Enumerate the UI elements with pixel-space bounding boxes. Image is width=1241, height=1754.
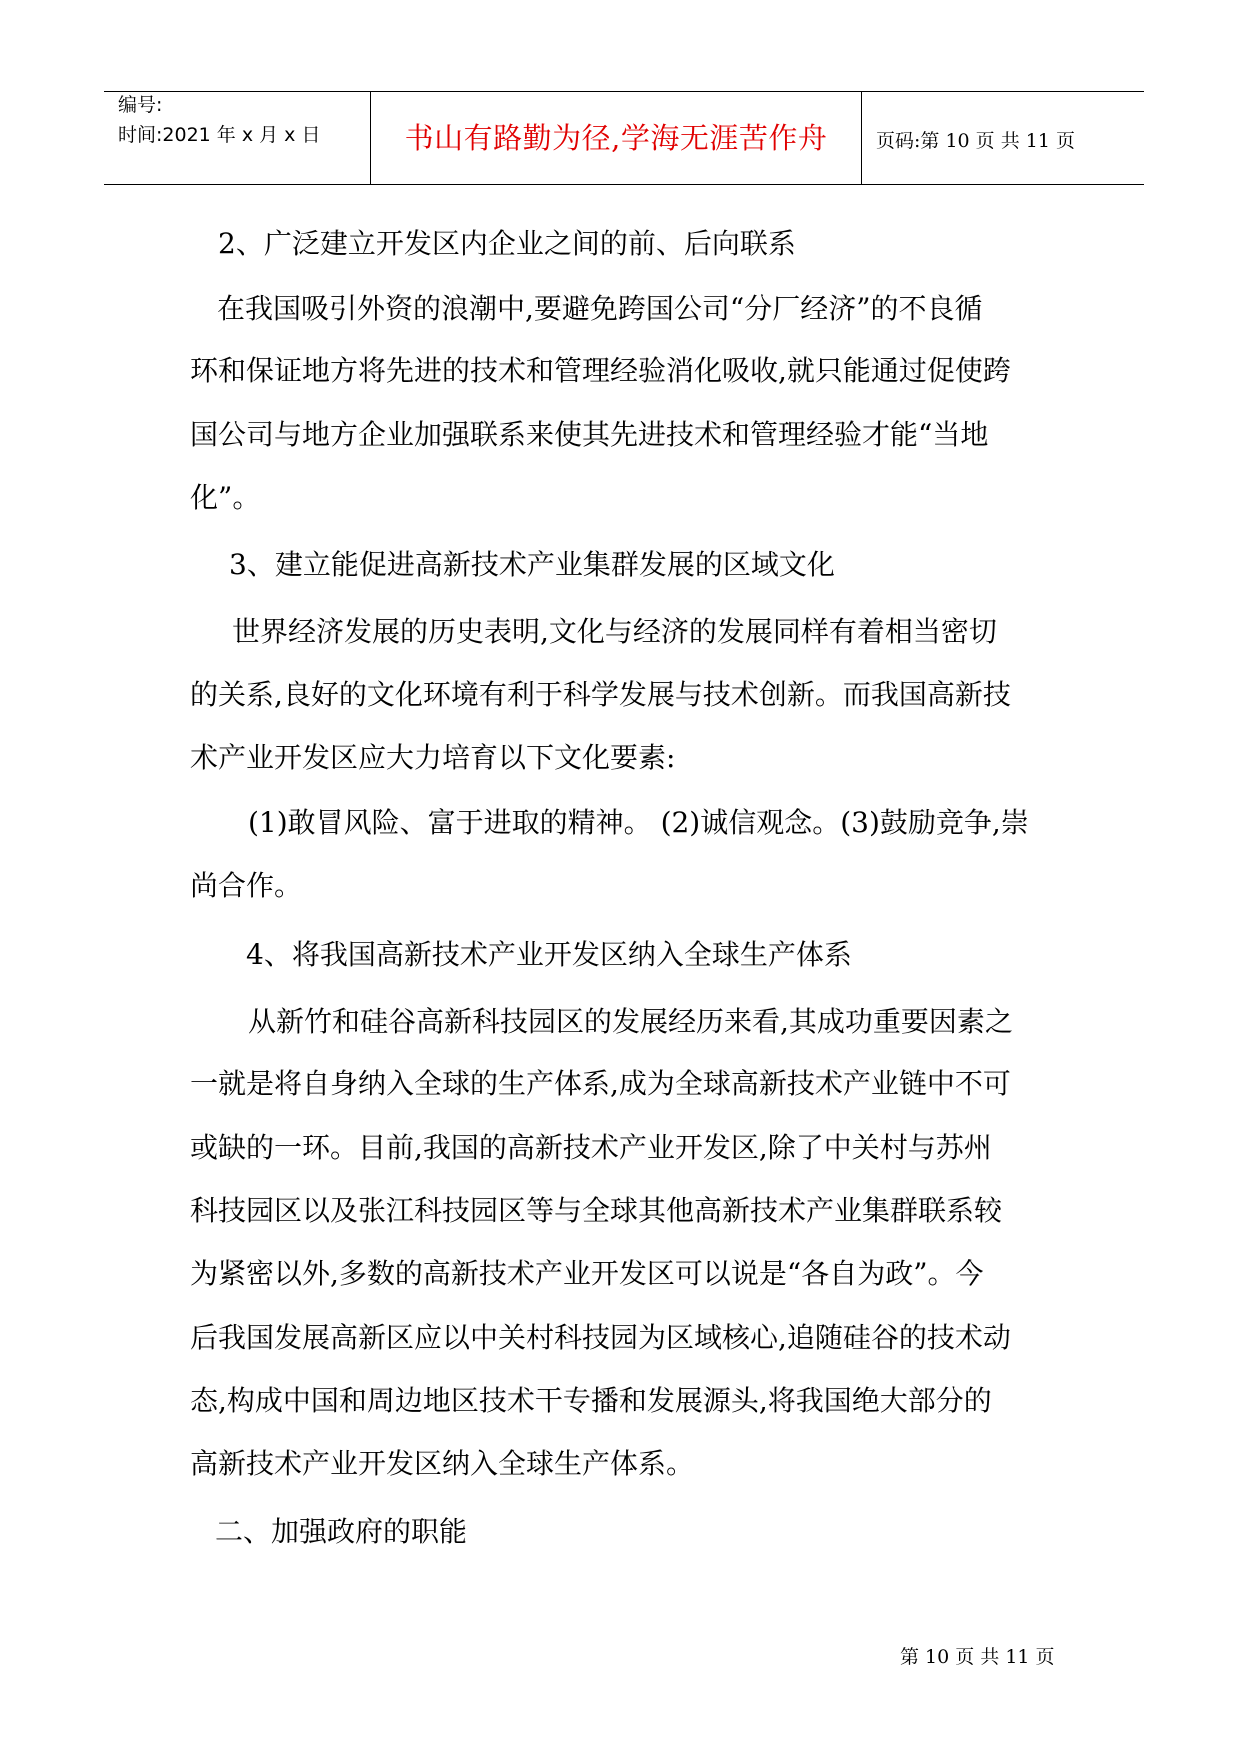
paragraph-line: 术产业开发区应大力培育以下文化要素: [190,741,676,774]
paragraph-line: 国公司与地方企业加强联系来使其先进技术和管理经验才能“当地 [190,418,989,451]
paragraph-line: 高新技术产业开发区纳入全球生产体系。 [190,1447,695,1480]
section-heading-2: 2、广泛建立开发区内企业之间的前、后向联系 [218,227,796,260]
page-footer: 第 10 页 共 11 页 [900,1646,1055,1668]
paragraph-line: 或缺的一环。目前,我国的高新技术产业开发区,除了中关村与苏州 [190,1131,992,1164]
paragraph-line: 科技园区以及张江科技园区等与全球其他高新技术产业集群联系较 [190,1194,1003,1227]
section-heading-ii: 二、加强政府的职能 [215,1515,468,1548]
paragraph-line: 在我国吸引外资的浪潮中,要避免跨国公司“分厂经济”的不良循 [217,292,983,325]
header-divider-right [861,91,862,184]
paragraph-line: 一就是将自身纳入全球的生产体系,成为全球高新技术产业链中不可 [190,1067,1011,1100]
time-label: 时间:2021 年 x 月 x 日 [118,124,321,146]
header-divider-left [370,91,371,184]
paragraph-line: (1)敢冒风险、富于进取的精神。 (2)诚信观念。(3)鼓励竞争,崇 [248,806,1029,839]
section-heading-4: 4、将我国高新技术产业开发区纳入全球生产体系 [246,938,852,971]
header-meta [118,90,320,150]
paragraph-line: 态,构成中国和周边地区技术干专播和发展源头,将我国绝大部分的 [190,1384,992,1417]
paragraph-line: 从新竹和硅谷高新科技园区的发展经历来看,其成功重要因素之 [248,1005,1013,1038]
header-motto: 书山有路勤为径,学海无涯苦作舟 [404,121,828,155]
paragraph-line: 尚合作。 [190,869,303,902]
header-bottom-rule [104,184,1144,185]
header-page-info: 页码:第 10 页 共 11 页 [876,130,1075,152]
paragraph-line: 后我国发展高新区应以中关村科技园为区域核心,追随硅谷的技术动 [190,1321,1011,1354]
paragraph-line: 世界经济发展的历史表明,文化与经济的发展同样有着相当密切 [232,615,997,648]
paragraph-line: 化”。 [190,481,261,514]
section-heading-3: 3、建立能促进高新技术产业集群发展的区域文化 [229,548,835,581]
paragraph-line: 为紧密以外,多数的高新技术产业开发区可以说是“各自为政”。今 [190,1257,984,1290]
paragraph-line: 环和保证地方将先进的技术和管理经验消化吸收,就只能通过促使跨 [190,354,1011,387]
number-label: 编号: [118,94,163,116]
paragraph-line: 的关系,良好的文化环境有利于科学发展与技术创新。而我国高新技 [190,678,1011,711]
